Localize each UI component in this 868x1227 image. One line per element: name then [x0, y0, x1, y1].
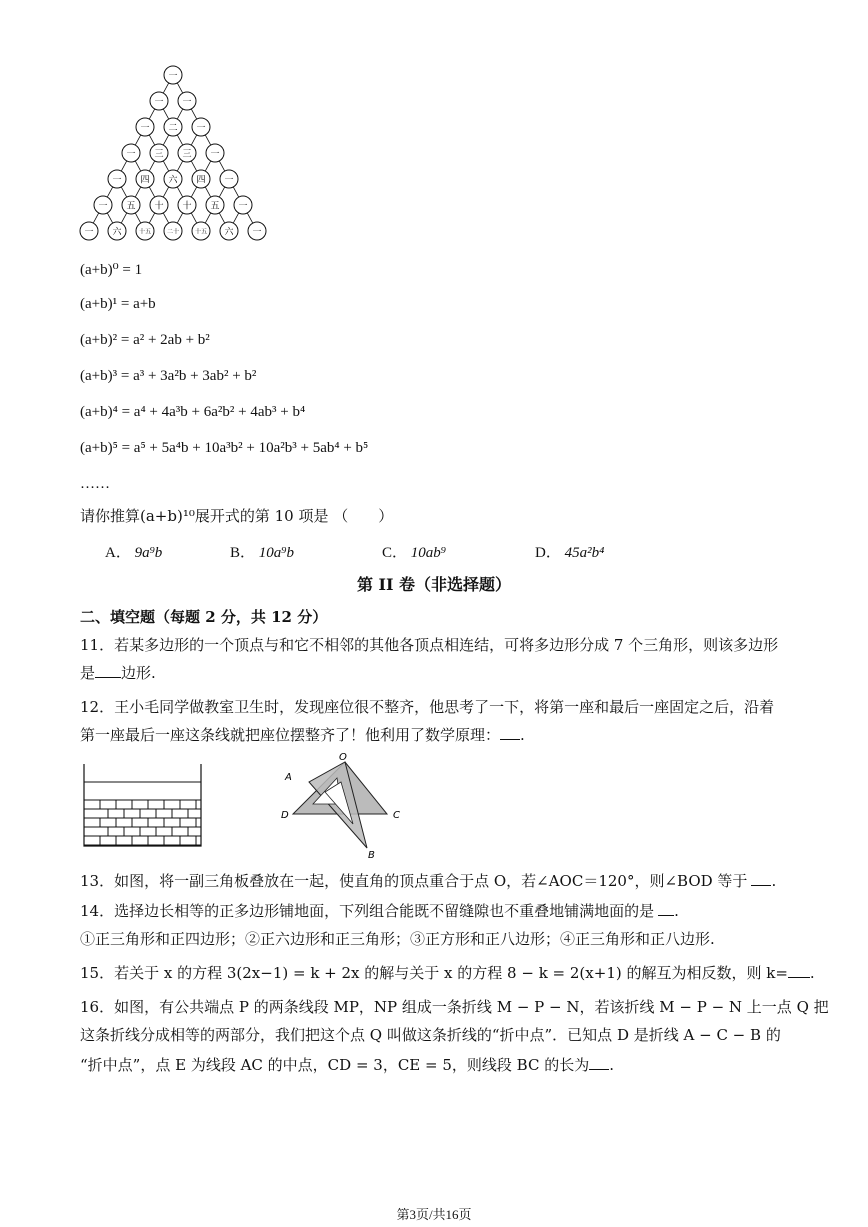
- equation-2: (a+b)² = a² + 2ab + b²: [80, 332, 210, 348]
- triangle-connector: [163, 109, 168, 119]
- triangle-node-label: 一: [224, 175, 234, 186]
- q16-line1: 16．如图，有公共端点 P 的两条线段 MP，NP 组成一条折线 M − P − N，若该折线 M − P − N 上一点 Q 把: [80, 998, 829, 1016]
- triangle-connector: [177, 109, 182, 119]
- triangle-connector: [191, 213, 196, 223]
- triangle-node-label: 十: [182, 201, 192, 212]
- triangle-node-label: 三: [154, 149, 164, 160]
- set-squares-figure: [275, 752, 410, 860]
- triangle-connector: [177, 213, 182, 223]
- triangle-connector: [205, 187, 210, 197]
- triangle-connector: [177, 83, 182, 93]
- label-o: O: [339, 752, 347, 763]
- triangle-connector: [163, 161, 168, 171]
- triangle-connector: [191, 187, 196, 197]
- triangle-node-label: 二: [168, 123, 178, 134]
- q16-answer-blank[interactable]: [589, 1057, 609, 1070]
- triangle-connector: [205, 135, 210, 145]
- triangle-node-label: 三: [182, 149, 192, 160]
- q16-text-post: .: [609, 1056, 614, 1074]
- pascal-triangle: [70, 62, 280, 247]
- triangle-node-label: 五: [210, 201, 220, 212]
- triangle-node-label: 一: [126, 149, 136, 160]
- triangle-connector: [135, 161, 140, 171]
- q10-option-c[interactable]: [382, 541, 446, 562]
- triangle-node-label: 十五: [138, 228, 152, 236]
- q11-answer-blank[interactable]: [95, 665, 121, 678]
- q10-option-b[interactable]: [230, 541, 294, 562]
- triangle-connector: [107, 213, 112, 223]
- q10-option-d[interactable]: [535, 541, 604, 562]
- triangle-connector: [135, 135, 140, 145]
- q12-text-post: .: [520, 726, 525, 744]
- q13-answer-blank[interactable]: [751, 873, 771, 886]
- triangle-connector: [149, 135, 154, 145]
- q14-line1: [80, 898, 790, 924]
- triangle-connector: [135, 213, 140, 223]
- triangle-node-label: 四: [196, 175, 206, 186]
- triangle-node-label: 五: [126, 201, 136, 212]
- option-label: A．: [105, 545, 131, 561]
- q15-text-post: .: [809, 964, 815, 982]
- page-footer: 第3页/共16页: [396, 1207, 472, 1222]
- triangle-node-label: 一: [210, 149, 220, 160]
- triangle-node-label: 一: [252, 227, 262, 238]
- triangle-connector: [191, 109, 196, 119]
- label-c: C: [393, 810, 400, 821]
- triangle-node-label: 六: [224, 227, 234, 238]
- q12-line2: [80, 722, 790, 748]
- q11-text-pre: 是: [80, 664, 96, 682]
- triangle-node-label: 一: [196, 123, 206, 134]
- equation-4: (a+b)⁴ = a⁴ + 4a³b + 6a²b² + 4ab³ + b⁴: [80, 404, 306, 420]
- triangle-node-label: 六: [168, 175, 178, 186]
- volume-title: 第 II 卷（非选择题）: [356, 575, 512, 594]
- brick-wall: [84, 800, 201, 846]
- triangle-connector: [205, 161, 210, 171]
- triangle-node-label: 十: [154, 201, 164, 212]
- triangle-connector: [177, 187, 182, 197]
- triangle-connector: [121, 161, 126, 171]
- triangle-connector: [219, 213, 224, 223]
- triangle-node-label: 一: [168, 71, 178, 82]
- triangle-connector: [163, 187, 168, 197]
- option-expr: 45a²b⁴: [564, 545, 605, 561]
- q11-line1: 11．若某多边形的一个顶点与和它不相邻的其他各顶点相连结，可将多边形分成 7 个三角形，则该多边形: [80, 636, 779, 654]
- triangle-connector: [163, 135, 168, 145]
- option-expr: 10ab⁹: [410, 545, 446, 561]
- q16-text-pre: “折中点”，点 E 为线段 AC 的中点，CD = 3，CE = 5，则线段 BC 的长为: [80, 1056, 590, 1074]
- triangle-node-label: 一: [84, 227, 94, 238]
- option-label: C．: [382, 545, 408, 561]
- triangle-node-label: 十五: [194, 228, 208, 236]
- triangle-node-label: 一: [140, 123, 150, 134]
- label-a: A: [285, 772, 292, 783]
- q10-option-a[interactable]: [105, 541, 162, 562]
- equation-1: (a+b)¹ = a+b: [80, 296, 156, 312]
- triangle-connector: [177, 161, 182, 171]
- q13: [80, 868, 790, 894]
- option-label: B．: [230, 545, 256, 561]
- triangle-node-label: 四: [140, 175, 150, 186]
- triangle-connector: [177, 135, 182, 145]
- q15: [80, 960, 815, 986]
- q12-answer-blank[interactable]: [500, 727, 520, 740]
- triangle-connector: [149, 213, 154, 223]
- triangle-node-label: 一: [182, 97, 192, 108]
- triangle-connector: [149, 161, 154, 171]
- equation-3: (a+b)³ = a³ + 3a²b + 3ab² + b²: [80, 368, 257, 384]
- q12-text-pre: 第一座最后一座这条线就把座位摆整齐了！他利用了数学原理：: [80, 726, 501, 744]
- option-expr: 9a⁹b: [134, 545, 163, 561]
- brick-container-figure: [80, 760, 205, 850]
- triangle-connector: [149, 187, 154, 197]
- triangle-connector: [233, 213, 238, 223]
- triangle-connector: [107, 187, 112, 197]
- q14-text-post: .: [674, 902, 679, 920]
- label-d: D: [281, 810, 289, 821]
- triangle-connector: [163, 213, 168, 223]
- triangle-connector: [191, 161, 196, 171]
- triangle-connector: [135, 187, 140, 197]
- equation-0: (a+b)⁰ = 1: [80, 262, 143, 278]
- q10-stem: 请你推算(a+b)¹⁰展开式的第 10 项是 （ ）: [80, 507, 394, 525]
- triangle-node-label: 六: [112, 227, 122, 238]
- q15-text-pre: 15．若关于 x 的方程 3(2x−1) = k + 2x 的解与关于 x 的方程 8 − k = 2(x+1) 的解互为相反数，则 k=: [80, 964, 788, 982]
- section-title: 二、填空题（每题 2 分，共 12 分）: [80, 608, 328, 626]
- triangle-node-label: 一: [154, 97, 164, 108]
- q11-line2: [80, 660, 790, 686]
- triangle-connector: [149, 109, 154, 119]
- option-expr: 10a⁹b: [258, 545, 294, 561]
- ellipsis: ……: [80, 476, 110, 492]
- triangle-connector: [121, 187, 126, 197]
- q14-line2: ①正三角形和正四边形；②正六边形和正三角形；③正方形和正八边形；④正三角形和正八边形.: [80, 930, 715, 948]
- equation-5: (a+b)⁵ = a⁵ + 5a⁴b + 10a³b² + 10a²b³ + 5ab⁴ + b⁵: [80, 440, 369, 456]
- q16-line2: 这条折线分成相等的两部分，我们把这个点 Q 叫做这条折线的“折中点”．已知点 D 是折线 A − C − B 的: [80, 1026, 781, 1044]
- q14-answer-blank[interactable]: [658, 903, 674, 916]
- q16-line3: [80, 1052, 790, 1078]
- triangle-connector: [247, 213, 252, 223]
- triangle-node-label: 一: [238, 201, 248, 212]
- label-b: B: [368, 850, 375, 860]
- q11-text-post: 边形.: [121, 664, 156, 682]
- triangle-connector: [191, 135, 196, 145]
- triangle-connector: [233, 187, 238, 197]
- triangle-node-label: 二十: [166, 228, 180, 236]
- triangle-connector: [205, 213, 210, 223]
- triangle-node-label: 一: [112, 175, 122, 186]
- q13-text-post: .: [771, 872, 777, 890]
- q14-text-pre: 14．选择边长相等的正多边形铺地面，下列组合能既不留缝隙也不重叠地铺满地面的是: [80, 902, 655, 920]
- q15-answer-blank[interactable]: [788, 965, 810, 978]
- triangle-node-label: 一: [98, 201, 108, 212]
- container-outline: [84, 764, 201, 846]
- q13-text-pre: 13．如图，将一副三角板叠放在一起，使直角的顶点重合于点 O，若∠AOC＝120°，则∠BOD 等于: [80, 872, 748, 890]
- triangle-connector: [163, 83, 168, 93]
- triangle-connector: [93, 213, 98, 223]
- triangle-connector: [219, 161, 224, 171]
- triangle-connector: [121, 213, 126, 223]
- option-label: D．: [535, 545, 561, 561]
- q12-line1: 12．王小毛同学做教室卫生时，发现座位很不整齐，他思考了一下，将第一座和最后一座固定之后，沿着: [80, 698, 775, 716]
- triangle-connector: [219, 187, 224, 197]
